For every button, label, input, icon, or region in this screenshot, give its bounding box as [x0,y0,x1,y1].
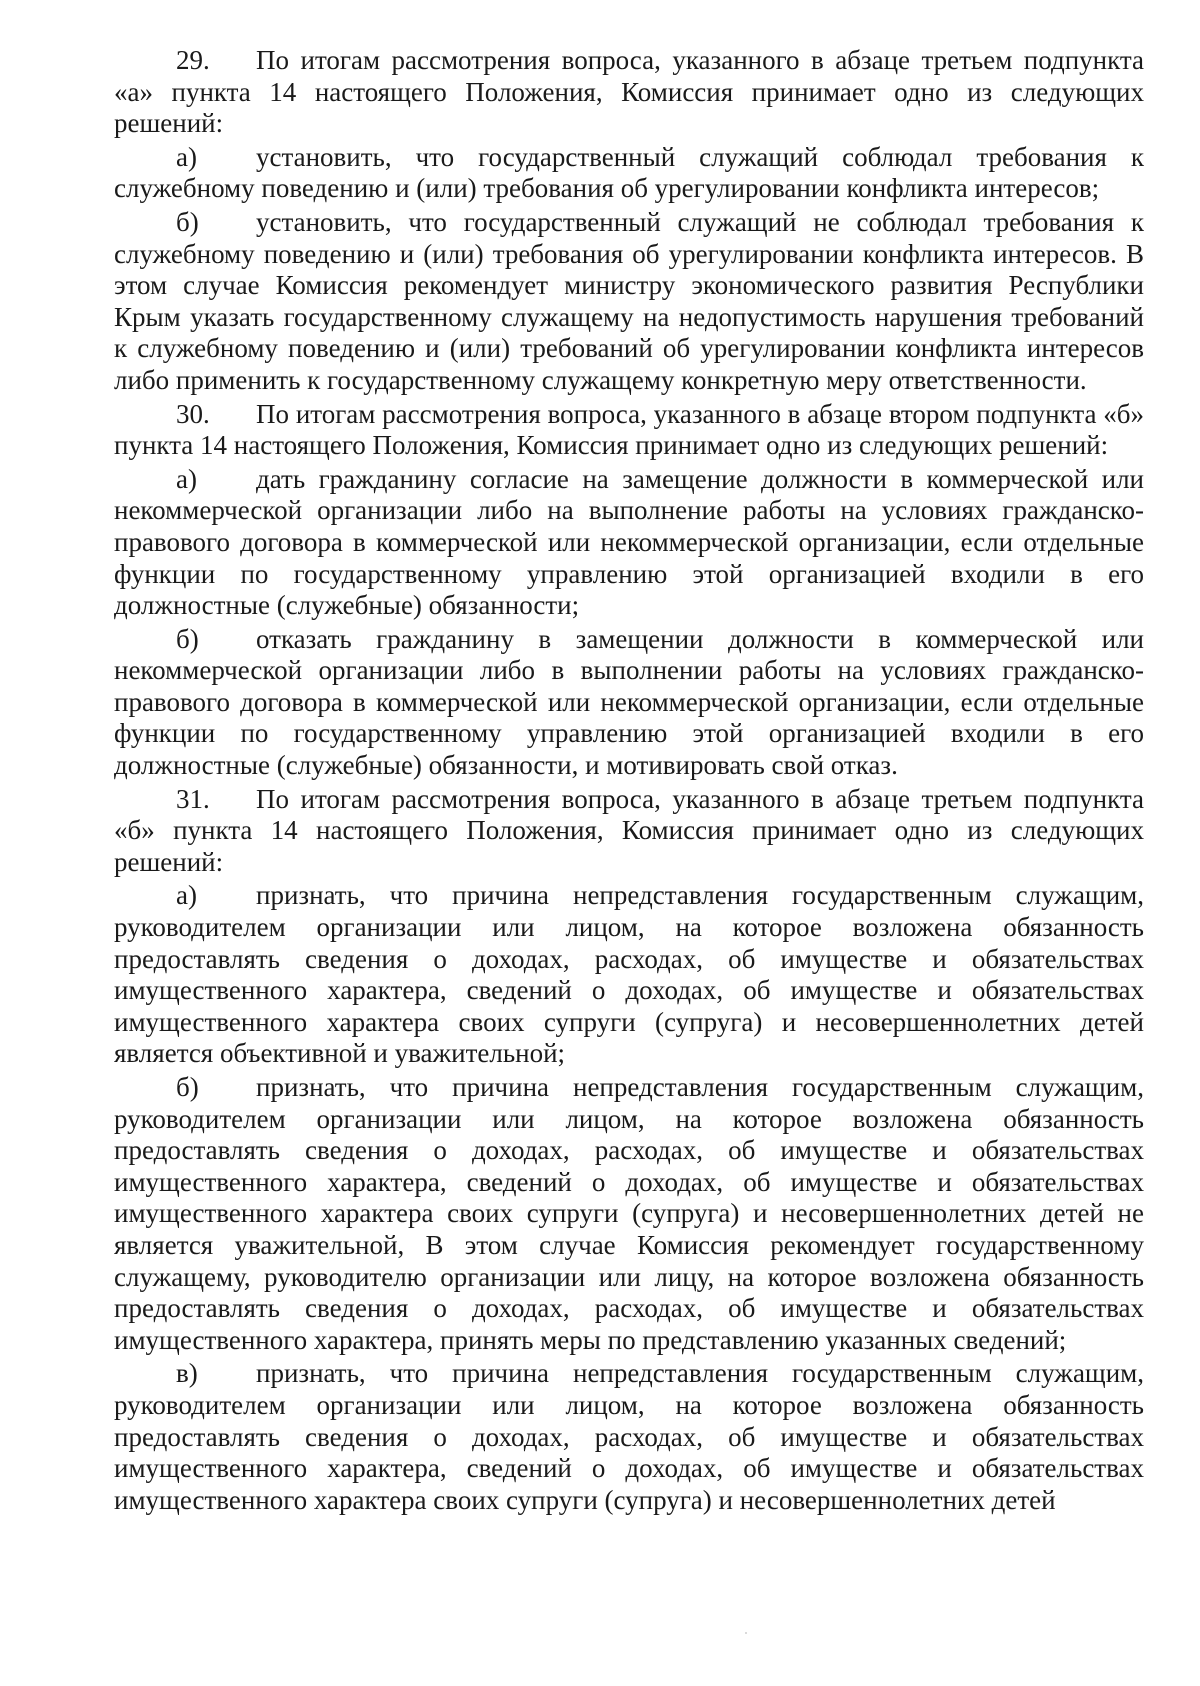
paragraph-31-v [114,1358,1144,1516]
paragraph-text: признать, что причина непредставления государственным служащим, руководителем организации или лицом, на которое возложена обязанность предоставлять сведения о доходах, расходах, об имуществе и обязательствах имущественного характера, сведений о доходах, об имуществе и обязательствах имущественного характера своих супруги (супруга) и несовершеннолетних детей [114,1358,1144,1515]
paragraph-text: дать гражданину согласие на замещение должности в коммерческой или некоммерческой организации либо на выполнение работы на условиях гражданско-правового договора в коммерческой или некоммерческой организации, если отдельные функции по государственному управлению этой организацией входили в его должностные (служебные) обязанности; [114,463,1144,621]
paragraph-text: установить, что государственный служащий соблюдал требования к служебному поведению и (или) требования об урегулировании конфликта интересов; [114,141,1144,204]
paragraph-30-a [114,464,1144,622]
paragraph-number: в) [176,1358,198,1389]
paragraph-number: 31. [176,783,210,814]
paragraph-number: а) [176,880,197,911]
paragraph-30-b [114,624,1144,782]
paragraph-text: По итогам рассмотрения вопроса, указанного в абзаце втором подпункта «б» пункта 14 настоящего Положения, Комиссия принимает одно из следующих решений: [114,398,1144,461]
paragraph-number: 29. [176,45,210,75]
paragraph-29-a [114,142,1144,205]
paragraph-number: а) [176,463,197,494]
paragraph-31-a [114,880,1144,1070]
paragraph-number: б) [176,623,199,654]
scan-speck [745,1632,747,1634]
paragraph-number: б) [176,1072,199,1102]
paragraph-31-b [114,1072,1144,1356]
paragraph-31 [114,784,1144,879]
paragraph-number: а) [176,141,197,172]
paragraph-29-b [114,207,1144,397]
document-body [114,45,1144,1518]
paragraph-30 [114,399,1144,462]
paragraph-text: отказать гражданину в замещении должности в коммерческой или некоммерческой организации либо в выполнении работы на условиях гражданско-правового договора в коммерческой или некоммерческой организации, если отдельные функции по государственному управлению этой организацией входили в его должностные (служебные) обязанности, и мотивировать свой отказ. [114,623,1144,781]
paragraph-number: б) [176,206,199,237]
paragraph-number: 30. [176,398,210,429]
paragraph-text: По итогам рассмотрения вопроса, указанного в абзаце третьем подпункта «а» пункта 14 настоящего Положения, Комиссия принимает одно из следующих решений: [114,45,1144,139]
paragraph-29 [114,45,1144,140]
paragraph-text: По итогам рассмотрения вопроса, указанного в абзаце третьем подпункта «б» пункта 14 настоящего Положения, Комиссия принимает одно из следующих решений: [114,783,1144,877]
paragraph-text: признать, что причина непредставления государственным служащим, руководителем организации или лицом, на которое возложена обязанность предоставлять сведения о доходах, расходах, об имуществе и обязательствах имущественного характера, сведений о доходах, об имуществе и обязательствах имущественного характера своих супруги (супруга) и несовершеннолетних детей является объективной и уважительной; [114,880,1144,1069]
paragraph-text: установить, что государственный служащий не соблюдал требования к служебному поведению и (или) требования об урегулировании конфликта интересов. В этом случае Комиссия рекомендует министру экономического развития Республики Крым указать государственному служащему на недопустимость нарушения требований к служебному поведению и (или) требований об урегулировании конфликта интересов либо применить к государственному служащему конкретную меру ответственности. [114,206,1144,395]
paragraph-text: признать, что причина непредставления государственным служащим, руководителем организации или лицом, на которое возложена обязанность предоставлять сведения о доходах, расходах, об имуществе и обязательствах имущественного характера, сведений о доходах, об имуществе и обязательствах имущественного характера своих супруги (супруга) и несовершеннолетних детей не является уважительной, В этом случае Комиссия рекомендует государственному служащему, руководителю организации или лицу, на которое возложена обязанность предоставлять сведения о доходах, расходах, об имуществе и обязательствах имущественного характера, принять меры по представлению указанных сведений; [114,1072,1144,1355]
